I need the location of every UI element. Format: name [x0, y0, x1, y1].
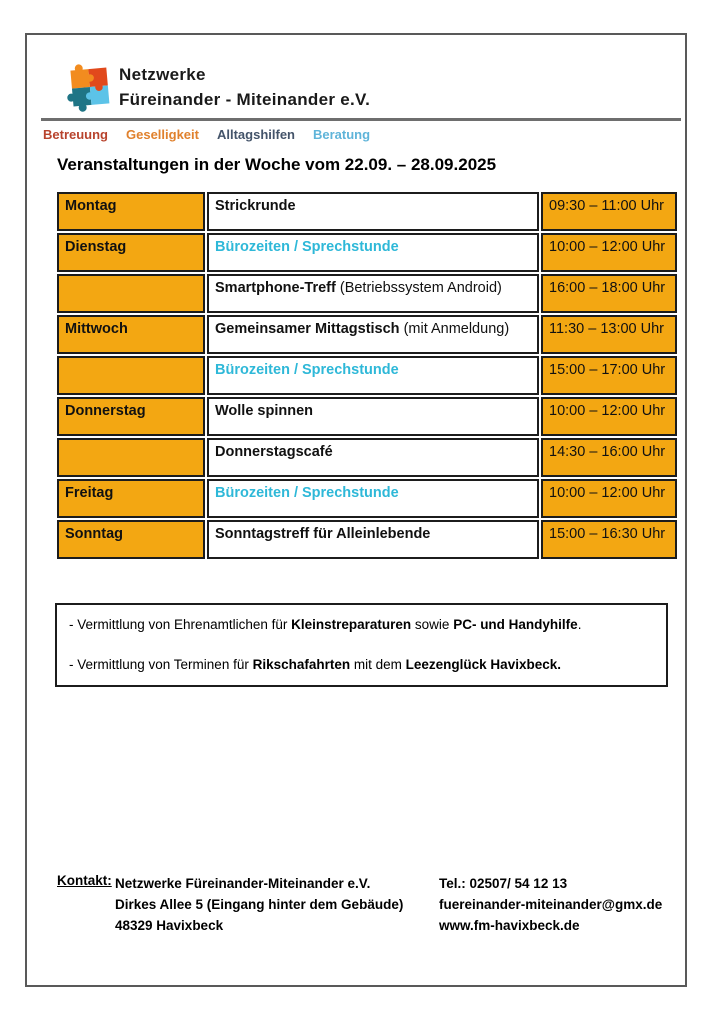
day-label: Donnerstag: [65, 403, 146, 419]
schedule-row: [57, 397, 677, 436]
event-note: (mit Anmeldung): [399, 321, 510, 337]
event-note: (Betriebssystem Android): [335, 280, 502, 296]
day-label: Mittwoch: [65, 321, 128, 337]
event-title: Smartphone-Treff: [215, 280, 336, 296]
nav-item-beratung: Beratung: [313, 127, 371, 142]
schedule-row: [57, 356, 677, 395]
info-line: - Vermittlung von Ehrenamtlichen für Kleinstreparaturen sowie PC- und Handyhilfe.: [69, 617, 582, 632]
time-label: 11:30 – 13:00 Uhr: [549, 321, 665, 337]
contact-label: Kontakt:: [57, 873, 112, 888]
contact-phone: Tel.: 02507/ 54 12 13: [439, 876, 568, 891]
time-cell: [541, 438, 677, 477]
time-cell: [541, 233, 677, 272]
contact-website: www.fm-havixbeck.de: [439, 918, 580, 933]
puzzle-logo-icon: [65, 59, 115, 117]
event-cell: [207, 479, 539, 518]
nav-item-geselligkeit: Geselligkeit: [126, 127, 199, 142]
event-title: Wolle spinnen: [215, 403, 314, 419]
day-cell: [57, 233, 205, 272]
time-label: 14:30 – 16:00 Uhr: [549, 444, 666, 460]
day-cell: [57, 192, 205, 231]
event-title: Bürozeiten / Sprechstunde: [215, 362, 399, 378]
letterhead-divider: [41, 118, 681, 121]
event-title: Donnerstagscafé: [215, 444, 333, 460]
day-cell: [57, 520, 205, 559]
schedule-row: [57, 274, 677, 313]
time-cell: [541, 356, 677, 395]
time-label: 09:30 – 11:00 Uhr: [549, 198, 665, 214]
event-title: Bürozeiten / Sprechstunde: [215, 485, 399, 501]
event-cell: [207, 274, 539, 313]
day-cell: [57, 479, 205, 518]
time-label: 16:00 – 18:00 Uhr: [549, 280, 666, 296]
event-title: Gemeinsamer Mittagstisch: [215, 321, 400, 337]
document-page: [25, 33, 687, 987]
contact-address: [115, 873, 403, 936]
time-label: 10:00 – 12:00 Uhr: [549, 403, 666, 419]
contact-org: Netzwerke Füreinander-Miteinander e.V.: [115, 876, 371, 891]
day-label: Freitag: [65, 485, 114, 501]
event-cell: [207, 520, 539, 559]
time-cell: [541, 274, 677, 313]
event-cell: [207, 356, 539, 395]
event-cell: [207, 192, 539, 231]
schedule-row: [57, 192, 677, 231]
schedule-row: [57, 315, 677, 354]
event-cell: [207, 315, 539, 354]
org-name-line1: Netzwerke: [119, 65, 206, 84]
schedule-row: [57, 233, 677, 272]
event-cell: [207, 233, 539, 272]
services-info-box: [55, 603, 668, 687]
day-cell: [57, 315, 205, 354]
event-title: Bürozeiten / Sprechstunde: [215, 239, 399, 255]
day-label: Sonntag: [65, 526, 123, 542]
time-label: 15:00 – 16:30 Uhr: [549, 526, 666, 542]
schedule-table: [55, 190, 679, 561]
page-title: Veranstaltungen in der Woche vom 22.09. – 28.09.2025: [57, 155, 497, 174]
schedule-row: [57, 438, 677, 477]
time-cell: [541, 397, 677, 436]
event-cell: [207, 438, 539, 477]
schedule-row: [57, 520, 677, 559]
day-cell: [57, 274, 205, 313]
day-cell: [57, 397, 205, 436]
day-label: Montag: [65, 198, 117, 214]
contact-street: Dirkes Allee 5 (Eingang hinter dem Gebäude): [115, 897, 404, 912]
day-cell: [57, 356, 205, 395]
event-cell: [207, 397, 539, 436]
contact-city: 48329 Havixbeck: [115, 918, 224, 933]
time-cell: [541, 479, 677, 518]
nav-item-betreuung: Betreuung: [43, 127, 108, 142]
category-nav: [43, 127, 370, 142]
time-cell: [541, 192, 677, 231]
schedule-row: [57, 479, 677, 518]
info-line: - Vermittlung von Terminen für Rikschafahrten mit dem Leezenglück Havixbeck.: [69, 657, 561, 672]
event-title: Sonntagstreff für Alleinlebende: [215, 526, 431, 542]
time-label: 10:00 – 12:00 Uhr: [549, 485, 666, 501]
time-label: 10:00 – 12:00 Uhr: [549, 239, 666, 255]
org-name-line2: Füreinander - Miteinander e.V.: [119, 90, 371, 109]
day-label: Dienstag: [65, 239, 127, 255]
contact-email: fuereinander-miteinander@gmx.de: [439, 897, 663, 912]
time-cell: [541, 520, 677, 559]
org-name-block: [119, 62, 370, 112]
time-label: 15:00 – 17:00 Uhr: [549, 362, 666, 378]
time-cell: [541, 315, 677, 354]
contact-details: [439, 873, 662, 936]
event-title: Strickrunde: [215, 198, 296, 214]
nav-item-alltagshilfen: Alltagshilfen: [216, 127, 295, 142]
day-cell: [57, 438, 205, 477]
